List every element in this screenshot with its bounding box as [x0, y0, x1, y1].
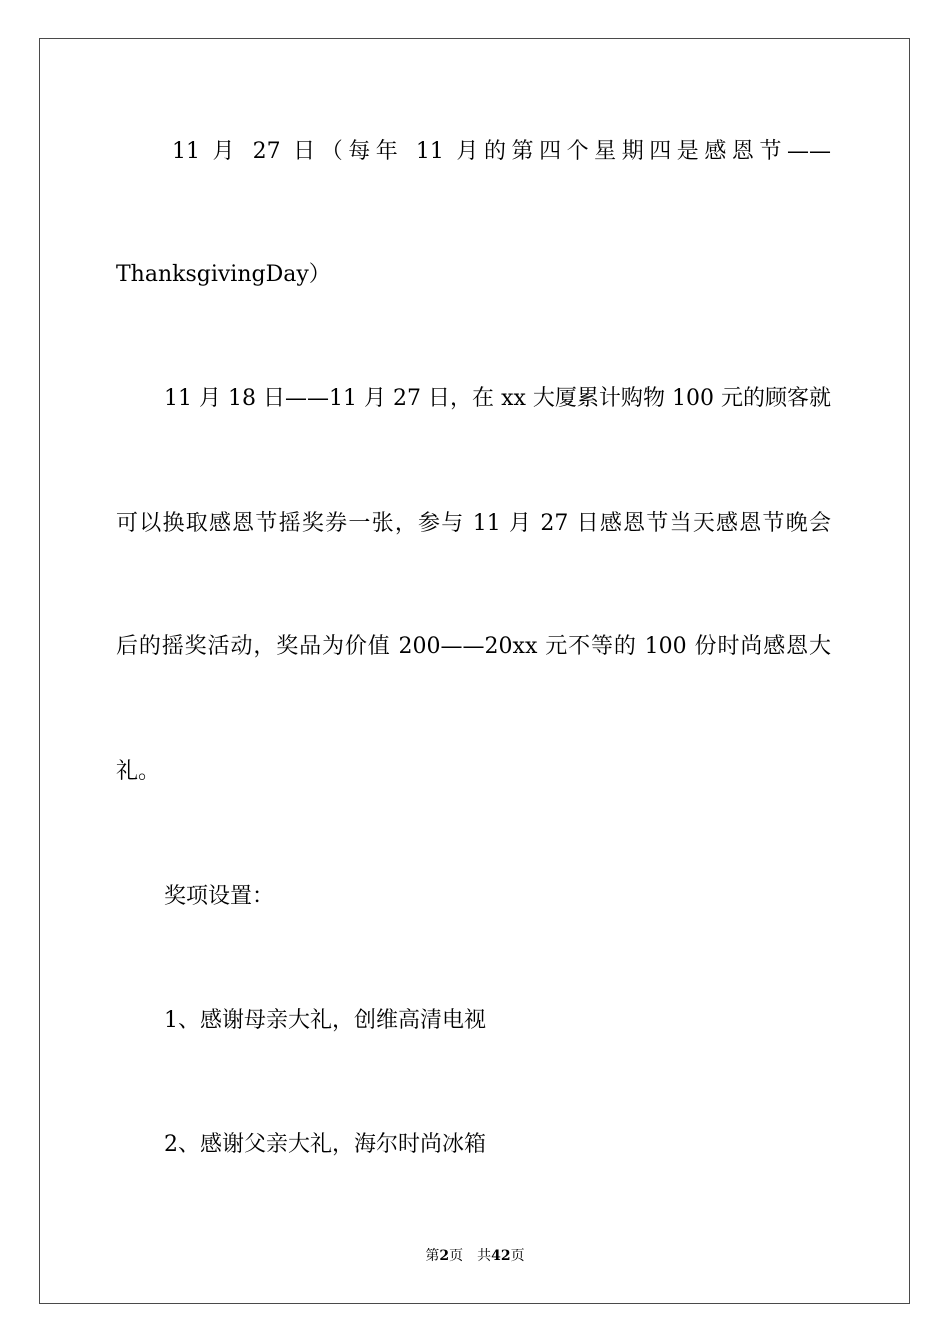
- paragraph-line-3: 11 月 18 日——11 月 27 日，在 xx 大厦累计购物 100 元的顾客就: [164, 386, 831, 411]
- paragraph-line-5: 后的摇奖活动，奖品为价值 200——20xx 元不等的 100 份时尚感恩大: [116, 634, 831, 659]
- award-item-2: 2、感谢父亲大礼，海尔时尚冰箱: [164, 1132, 486, 1157]
- page-footer: [0, 1246, 950, 1266]
- paragraph-line-1: 11 月 27 日（每年 11 月的第四个星期四是感恩节——: [172, 139, 831, 164]
- page-frame: [39, 38, 910, 1304]
- paragraph-line-6: 礼。: [116, 759, 161, 784]
- footer-total-pages: 42: [491, 1248, 511, 1264]
- section-heading-awards: 奖项设置：: [164, 884, 275, 909]
- footer-page-suffix: 页: [449, 1248, 464, 1264]
- footer-total-prefix: 共: [477, 1248, 492, 1264]
- paragraph-line-2: ThanksgivingDay）: [116, 262, 331, 287]
- footer-page-number: 2: [439, 1248, 450, 1264]
- award-item-1: 1、感谢母亲大礼，创维高清电视: [164, 1008, 486, 1033]
- paragraph-line-4: 可以换取感恩节摇奖券一张，参与 11 月 27 日感恩节当天感恩节晚会: [116, 511, 831, 536]
- footer-page-prefix: 第: [425, 1248, 440, 1264]
- footer-total-suffix: 页: [510, 1248, 525, 1264]
